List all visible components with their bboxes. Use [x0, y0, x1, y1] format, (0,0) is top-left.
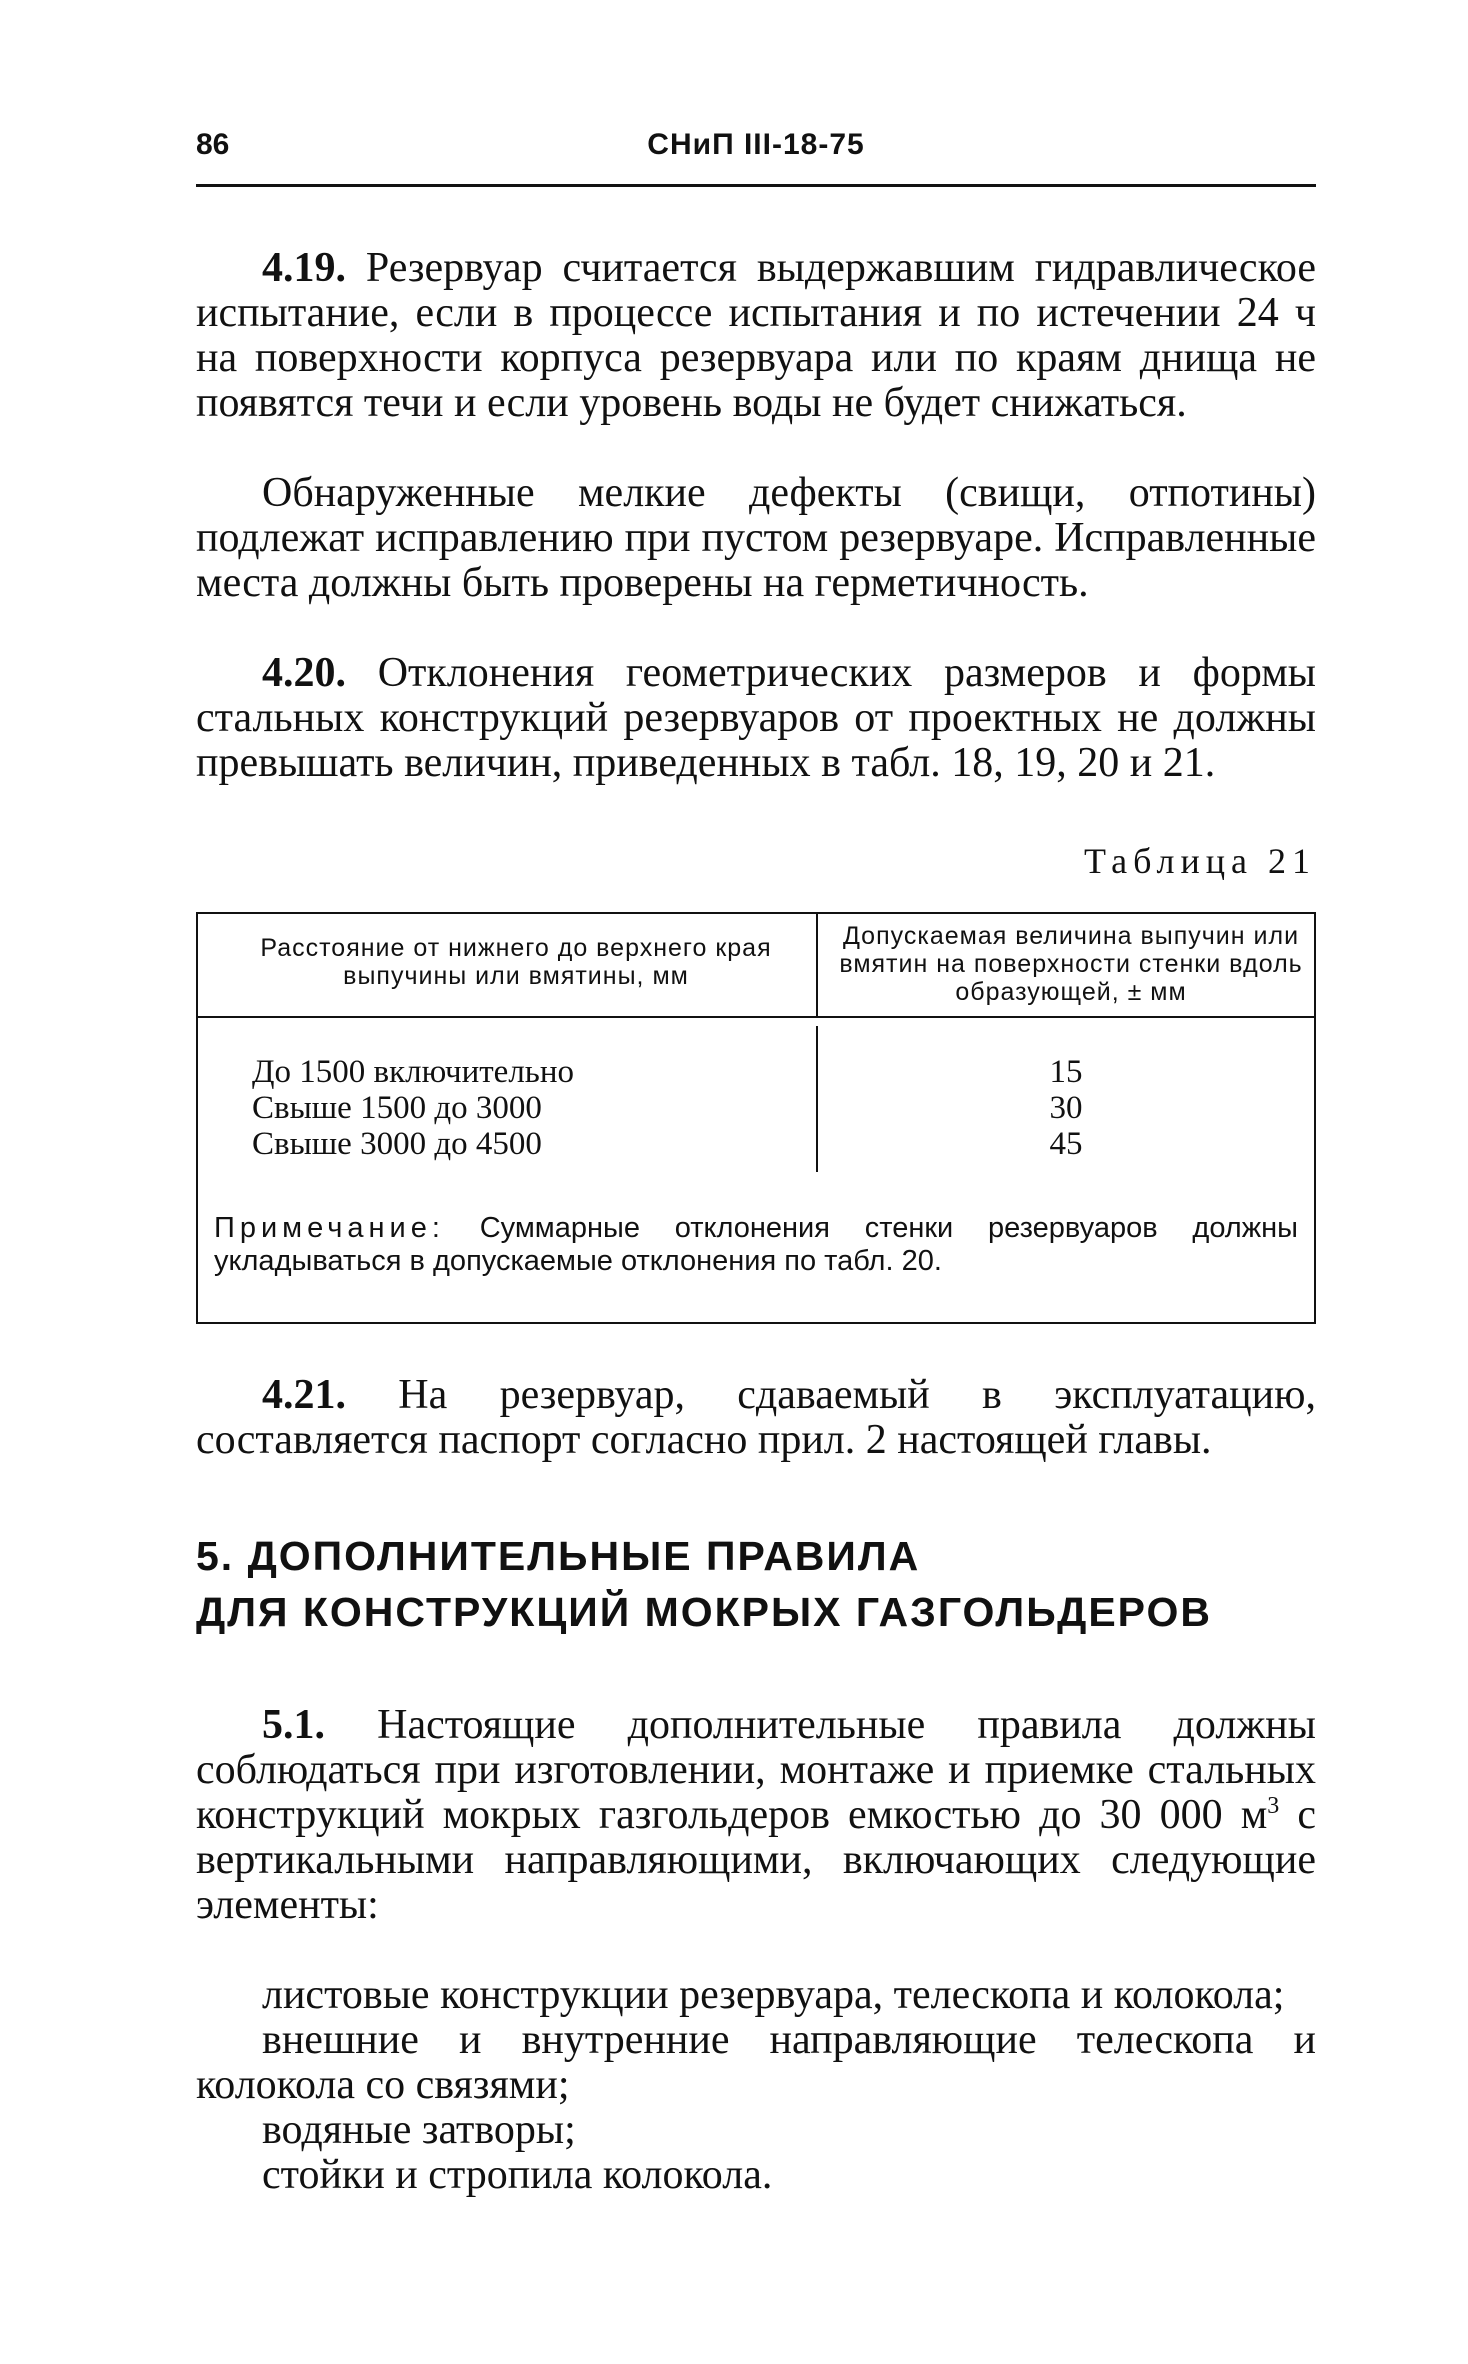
- table-top-rule: [196, 912, 1316, 914]
- section-heading: [196, 1528, 1316, 1640]
- elements-list: [196, 1973, 1316, 2198]
- running-title: СНиП III-18-75: [647, 128, 865, 161]
- clause-number: 4.19.: [262, 245, 346, 291]
- table-left-border: [196, 912, 198, 1324]
- table-row-value: 45: [1049, 1126, 1083, 1162]
- paragraph-4-20: [196, 651, 1316, 786]
- column-header-tolerance: Допускаемая величина выпучин или вмятин на поверхности стенки вдоль образующей, ± мм: [839, 922, 1303, 1006]
- paragraph-5-1: [196, 1703, 1316, 1928]
- list-item: водяные затворы;: [262, 2107, 576, 2153]
- header-rule: [196, 184, 1316, 187]
- page: [196, 128, 1316, 2198]
- clause-text: Отклонения геометрических размеров и формы стальных конструкций резервуаров от проектных не должны превышать величин, приведенных в табл. 18, 19, 20 и 21.: [196, 650, 1316, 786]
- clause-text: Резервуар считается выдержавшим гидравлическое испытание, если в процессе испытания и по истечении 24 ч на поверхности корпуса резервуара или по краям днища не появятся течи и если уровень воды не будет снижаться.: [196, 245, 1316, 426]
- paragraph-4-21: [196, 1373, 1316, 1463]
- table-row-value: 15: [1049, 1054, 1083, 1090]
- note-label: Примечание:: [214, 1212, 445, 1244]
- deviation-table: [196, 912, 1316, 1324]
- clause-text: На резервуар, сдаваемый в эксплуатацию, составляется паспорт согласно прил. 2 настоящей главы.: [196, 1372, 1316, 1463]
- list-item: листовые конструкции резервуара, телескопа и колокола;: [262, 1972, 1285, 2018]
- clause-number: 4.21.: [262, 1372, 346, 1418]
- table-bottom-rule: [196, 1322, 1316, 1324]
- page-number: 86: [196, 128, 230, 161]
- table-header-rule: [196, 1016, 1316, 1018]
- clause-number: 4.20.: [262, 650, 346, 696]
- column-header-distance: Расстояние от нижнего до верхнего края выпучины или вмятины, мм: [260, 934, 772, 990]
- table-row-range: Свыше 3000 до 4500: [252, 1126, 542, 1162]
- page-header: [196, 128, 1316, 174]
- list-item: стойки и стропила колокола.: [262, 2152, 773, 2198]
- clause-number: 5.1.: [262, 1702, 325, 1748]
- superscript: 3: [1267, 1793, 1280, 1819]
- table-row-range: До 1500 включительно: [252, 1054, 574, 1090]
- table-column-divider: [816, 1026, 818, 1172]
- clause-text: Настоящие дополнительные правила должны соблюдаться при изготовлении, монтаже и приемке стальных конструкций мокрых газгольдеров емкостью до 30 000 м: [196, 1702, 1316, 1838]
- paragraph-4-19: [196, 246, 1316, 426]
- section-heading-line: 5. ДОПОЛНИТЕЛЬНЫЕ ПРАВИЛА: [196, 1533, 921, 1579]
- table-note: [214, 1212, 1298, 1278]
- section-heading-line: ДЛЯ КОНСТРУКЦИЙ МОКРЫХ ГАЗГОЛЬДЕРОВ: [196, 1589, 1212, 1635]
- note-text: Суммарные отклонения стенки резервуаров должны укладываться в допускаемые отклонения по табл. 20.: [214, 1212, 1298, 1277]
- list-item: внешние и внутренние направляющие телескопа и колокола со связями;: [196, 2017, 1316, 2108]
- table-column-divider: [816, 912, 818, 1016]
- table-caption: Таблица 21: [1084, 841, 1316, 881]
- clause-text: с вертикальными направляющими, включающих следующие элементы:: [196, 1792, 1316, 1928]
- table-row-range: Свыше 1500 до 3000: [252, 1090, 542, 1126]
- paragraph-defects: Обнаруженные мелкие дефекты (свищи, отпотины) подлежат исправлению при пустом резервуаре. Исправленные места должны быть проверены на герметичность.: [196, 470, 1316, 606]
- table-row-value: 30: [1049, 1090, 1083, 1126]
